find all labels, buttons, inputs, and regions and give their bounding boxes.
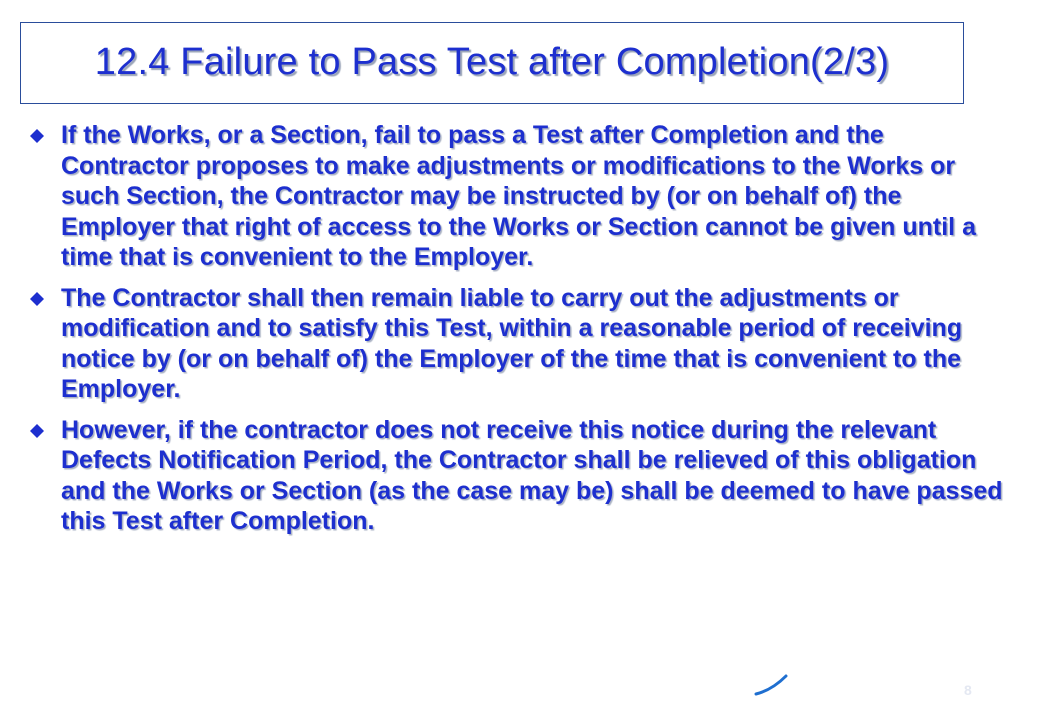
bullet-item xyxy=(30,415,1010,537)
bullet-text: The Contractor shall then remain liable to carry out the adjustments or modification and to satisfy this Test, within a reasonable period of receiving notice by (or on behalf of) the Employer of the time that is convenient to the Employer. xyxy=(61,283,963,403)
bullet-list xyxy=(30,120,1010,547)
slide-title: 12.4 Failure to Pass Test after Completion(2/3) xyxy=(94,41,890,83)
bullet-item xyxy=(30,283,1010,405)
title-frame xyxy=(20,22,964,104)
diamond-bullet-icon xyxy=(30,129,44,143)
bullet-text: However, if the contractor does not receive this notice during the relevant Defects Notification Period, the Contractor shall be relieved of this obligation and the Works or Section (as the case may be) shall be deemed to have passed this Test after Completion. xyxy=(61,415,1003,535)
diamond-bullet-icon xyxy=(30,292,44,306)
bullet-text: If the Works, or a Section, fail to pass a Test after Completion and the Contractor proposes to make adjustments or modifications to the Works or such Section, the Contractor may be instructed by (or on behalf of) the Employer that right of access to the Works or Section cannot be given until a time that is convenient to the Employer. xyxy=(61,121,976,271)
diamond-bullet-icon xyxy=(30,424,44,438)
page-number: 8 xyxy=(964,682,972,698)
bullet-item xyxy=(30,120,1010,273)
swoosh-logo-icon xyxy=(752,672,792,698)
